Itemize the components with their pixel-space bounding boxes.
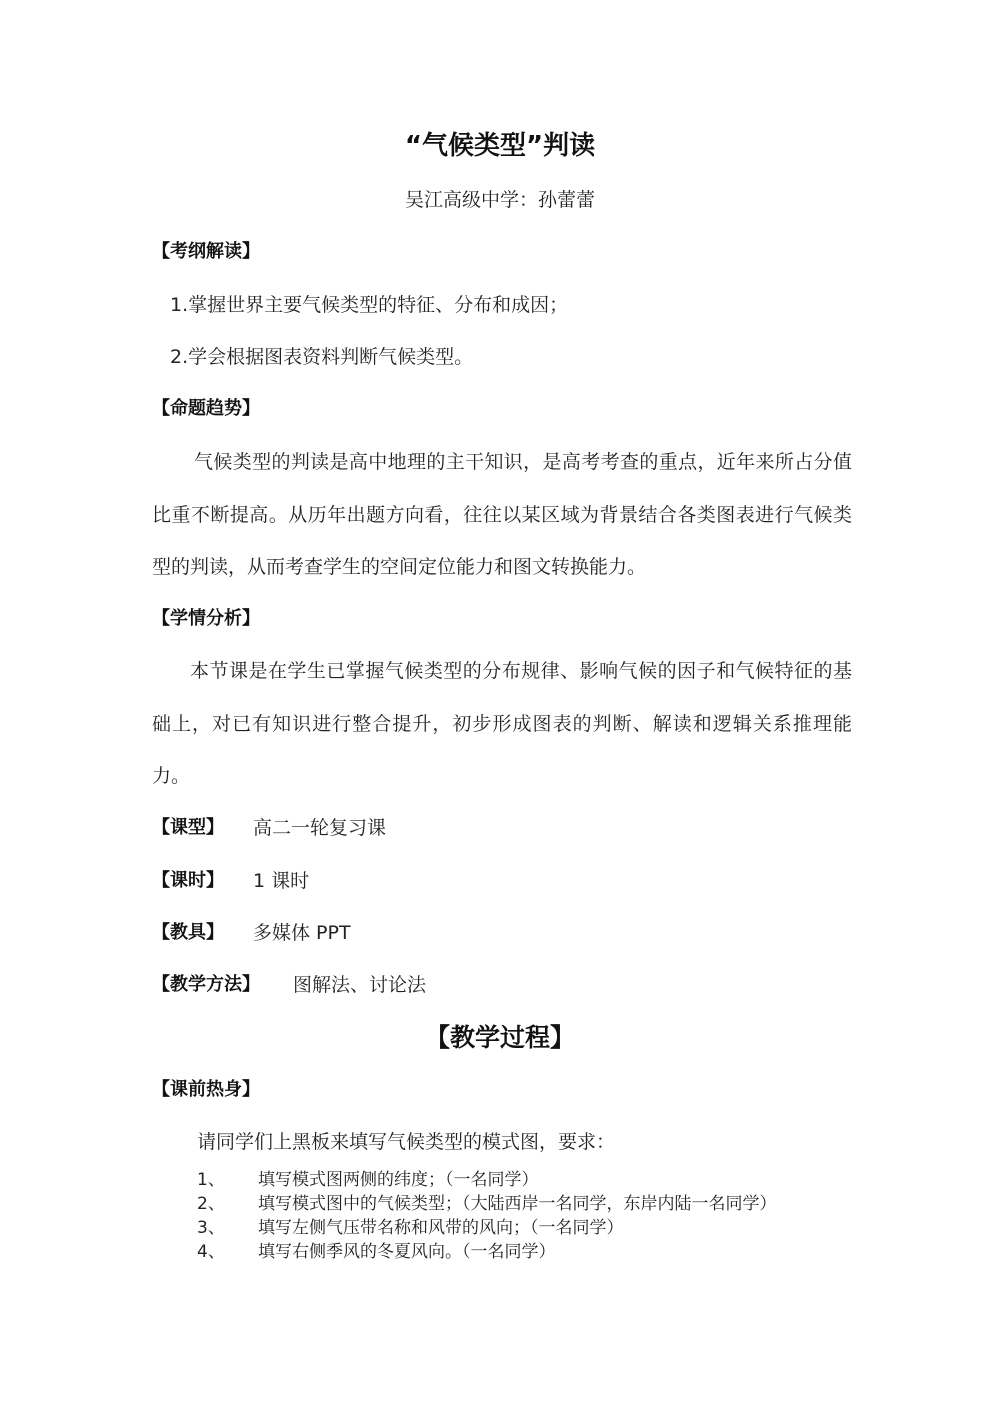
info-row-teaching-methods [152,971,426,999]
info-label: 【教学方法】 [152,974,260,995]
list-item-number: 3、 [197,1218,225,1238]
list-item-number: 1、 [197,1170,225,1190]
document-title: “气候类型”判读 [404,131,596,161]
list-item-text: 填写模式图两侧的纬度；（一名同学） [258,1170,539,1190]
info-row-course-type [152,814,386,842]
list-item [197,1192,777,1216]
list-item [197,1216,777,1240]
info-row-teaching-aids [152,919,351,947]
warmup-heading: 【课前热身】 [152,1079,260,1100]
info-label: 【课时】 [152,870,224,891]
info-value: 图解法、讨论法 [293,974,427,996]
info-value: 高二一轮复习课 [253,817,387,839]
analysis-paragraph: 本节课是在学生已掌握气候类型的分布规律、影响气候的因子和气候特征的基础上，对已有知识进行整合提升，初步形成图表的判断、解读和逻辑关系推理能力。 [152,660,852,787]
info-value: 1 课时 [253,870,310,892]
info-label: 【教具】 [152,922,224,943]
list-item [197,1240,777,1264]
trend-heading: 【命题趋势】 [152,398,260,419]
warmup-list [197,1168,777,1264]
info-value: 多媒体 PPT [253,922,351,944]
list-item-text: 填写左侧气压带名称和风带的风向；（一名同学） [258,1218,624,1238]
list-item-number: 2、 [197,1194,225,1214]
syllabus-item-1: 1.掌握世界主要气候类型的特征、分布和成因； [170,294,569,316]
list-item [197,1168,777,1192]
syllabus-item-2: 2.学会根据图表资料判断气候类型。 [170,346,474,368]
list-item-text: 填写右侧季风的冬夏风向。（一名同学） [258,1242,556,1262]
analysis-heading: 【学情分析】 [152,608,260,629]
warmup-intro: 请同学们上黑板来填写气候类型的模式图，要求： [197,1131,616,1153]
syllabus-heading: 【考纲解读】 [152,241,260,262]
document-author: 吴江高级中学：孙蕾蕾 [404,189,595,211]
list-item-number: 4、 [197,1242,225,1262]
info-label: 【课型】 [152,817,224,838]
trend-paragraph: 气候类型的判读是高中地理的主干知识，是高考考查的重点，近年来所占分值比重不断提高。从历年出题方向看，往往以某区域为背景结合各类图表进行气候类型的判读，从而考查学生的空间定位能力和图文转换能力。 [152,451,852,578]
process-title: 【教学过程】 [424,1023,575,1052]
list-item-text: 填写模式图中的气候类型；（大陆西岸一名同学，东岸内陆一名同学） [258,1194,777,1214]
info-row-course-hours [152,867,309,895]
